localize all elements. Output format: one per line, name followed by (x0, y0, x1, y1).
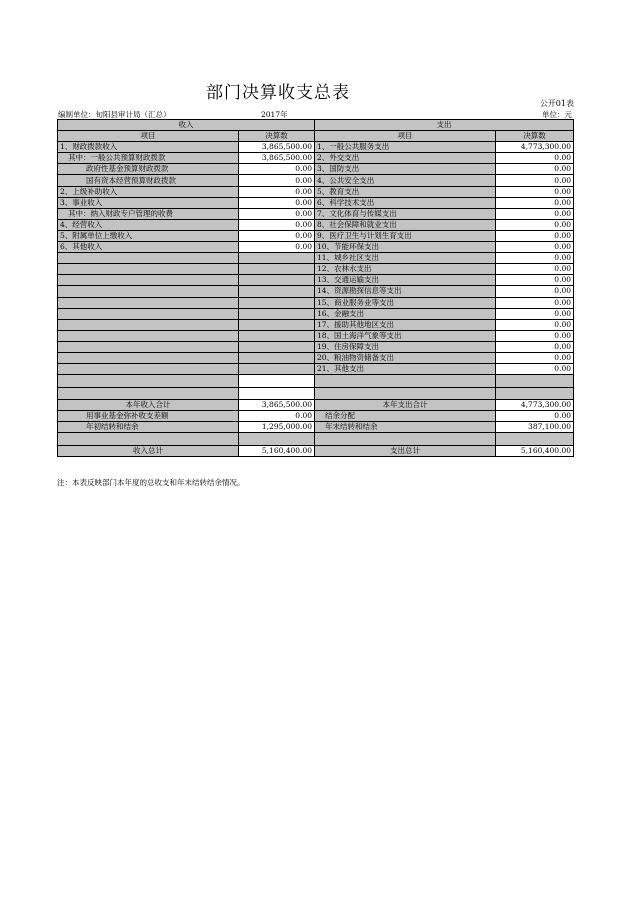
income-item-cell (58, 297, 239, 308)
surplus-distribution-value: 0.00 (496, 411, 574, 422)
income-amount-cell (239, 286, 315, 297)
grand-expense-label: 支出总计 (315, 445, 496, 456)
expense-amount-cell: 0.00 (496, 175, 574, 186)
expense-amount-cell: 0.00 (496, 364, 574, 375)
grand-income-label: 收入总计 (58, 445, 239, 456)
income-item-cell: 3、事业收入 (58, 197, 239, 208)
table-row (58, 242, 574, 253)
expense-item-cell: 4、公共安全支出 (315, 175, 496, 186)
income-amount-cell: 0.00 (239, 219, 315, 230)
expense-item-cell: 2、外交支出 (315, 153, 496, 164)
table-row (58, 153, 574, 164)
expense-item-cell: 19、住房保障支出 (315, 341, 496, 352)
income-item-cell: 2、上级补助收入 (58, 186, 239, 197)
currency-unit: 单位：元 (542, 110, 572, 119)
empty-cell (496, 375, 574, 388)
grand-expense-value: 5,160,400.00 (496, 445, 574, 456)
expense-item-header: 项目 (315, 131, 496, 142)
income-item-cell: 其中：一般公共预算财政拨款 (58, 153, 239, 164)
empty-cell (315, 433, 496, 446)
table-row (58, 330, 574, 341)
expense-item-cell: 20、粮油物资储备支出 (315, 352, 496, 363)
expense-item-cell: 11、城乡社区支出 (315, 253, 496, 264)
table-row (58, 175, 574, 186)
income-item-cell: 5、附属单位上缴收入 (58, 230, 239, 241)
meta-row (58, 109, 572, 119)
income-amount-cell: 3,865,500.00 (239, 153, 315, 164)
income-item-cell (58, 286, 239, 297)
grand-total-row (58, 445, 574, 456)
page-title: 部门决算收支总表 (206, 83, 350, 103)
income-amount-cell (239, 264, 315, 275)
expense-amount-cell: 0.00 (496, 297, 574, 308)
table-row (58, 275, 574, 286)
expense-amount-cell: 0.00 (496, 253, 574, 264)
expense-amount-cell: 0.00 (496, 286, 574, 297)
column-header-row (58, 131, 574, 142)
income-item-cell (58, 364, 239, 375)
income-item-cell (58, 341, 239, 352)
income-amount-cell (239, 330, 315, 341)
end-balance-value: 387,100.00 (496, 422, 574, 433)
expense-amount-cell: 0.00 (496, 308, 574, 319)
empty-cell (315, 375, 496, 388)
table-row (58, 319, 574, 330)
expense-item-cell: 10、节能环保支出 (315, 242, 496, 253)
income-item-cell: 国有资本经营预算财政拨款 (58, 175, 239, 186)
expense-amount-header: 决算数 (496, 131, 574, 142)
table-row (58, 164, 574, 175)
income-amount-cell (239, 297, 315, 308)
income-amount-cell (239, 275, 315, 286)
empty-cell (58, 387, 239, 400)
income-item-cell (58, 319, 239, 330)
expense-item-cell: 9、医疗卫生与计划生育支出 (315, 230, 496, 241)
empty-cell (239, 375, 315, 388)
expense-total-value: 4,773,300.00 (496, 400, 574, 411)
form-number: 公开01表 (539, 99, 574, 108)
expense-amount-cell: 0.00 (496, 330, 574, 341)
expense-item-cell: 17、援助其他地区支出 (315, 319, 496, 330)
income-item-cell (58, 352, 239, 363)
table-row (58, 197, 574, 208)
table-row (58, 364, 574, 375)
balance-row (58, 422, 574, 433)
begin-balance-value: 1,295,000.00 (239, 422, 315, 433)
expense-item-cell: 8、社会保障和就业支出 (315, 219, 496, 230)
expense-amount-cell: 0.00 (496, 275, 574, 286)
income-header: 收入 (58, 120, 315, 131)
income-amount-cell (239, 364, 315, 375)
empty-row (58, 433, 574, 446)
income-amount-cell (239, 352, 315, 363)
expense-item-cell: 3、国防支出 (315, 164, 496, 175)
expense-amount-cell: 0.00 (496, 352, 574, 363)
table-row (58, 186, 574, 197)
income-item-header: 项目 (58, 131, 239, 142)
expense-item-cell: 6、科学技术支出 (315, 197, 496, 208)
expense-item-cell: 7、文化体育与传媒支出 (315, 208, 496, 219)
expense-amount-cell: 0.00 (496, 153, 574, 164)
expense-header: 支出 (315, 120, 574, 131)
section-header-row (58, 120, 574, 131)
income-amount-cell (239, 341, 315, 352)
expense-amount-cell: 0.00 (496, 341, 574, 352)
empty-cell (315, 387, 496, 400)
report-year: 2017年 (261, 110, 288, 119)
table-row (58, 297, 574, 308)
expense-total-label: 本年支出合计 (315, 400, 496, 411)
empty-cell (239, 433, 315, 446)
income-amount-cell: 0.00 (239, 186, 315, 197)
table-row (58, 286, 574, 297)
empty-cell (496, 433, 574, 446)
table-row (58, 264, 574, 275)
income-total-value: 3,865,500.00 (239, 400, 315, 411)
footnote: 注：本表反映部门本年度的总收支和年末结转结余情况。 (57, 478, 245, 487)
empty-cell (239, 387, 315, 400)
table-row (58, 308, 574, 319)
income-amount-cell (239, 308, 315, 319)
surplus-distribution-label: 结余分配 (315, 411, 496, 422)
income-amount-cell: 0.00 (239, 164, 315, 175)
table-row (58, 208, 574, 219)
expense-item-cell: 1、一般公共服务支出 (315, 142, 496, 153)
expense-amount-cell: 0.00 (496, 319, 574, 330)
expense-amount-cell: 0.00 (496, 242, 574, 253)
begin-balance-label: 年初结转和结余 (58, 422, 239, 433)
expense-item-cell: 15、商业服务业等支出 (315, 297, 496, 308)
empty-cell (58, 433, 239, 446)
empty-row (58, 387, 574, 400)
income-amount-cell: 0.00 (239, 208, 315, 219)
income-item-cell: 其中：纳入财政专户管理的收费 (58, 208, 239, 219)
income-item-cell: 政府性基金预算财政拨款 (58, 164, 239, 175)
expense-amount-cell: 0.00 (496, 197, 574, 208)
annual-total-row (58, 400, 574, 411)
table-row (58, 219, 574, 230)
income-item-cell (58, 308, 239, 319)
expense-item-cell: 13、交通运输支出 (315, 275, 496, 286)
expense-item-cell: 16、金融支出 (315, 308, 496, 319)
income-item-cell (58, 264, 239, 275)
table-row (58, 230, 574, 241)
empty-row (58, 375, 574, 388)
income-item-cell: 1、财政拨款收入 (58, 142, 239, 153)
expense-amount-cell: 0.00 (496, 219, 574, 230)
table-row (58, 142, 574, 153)
expense-item-cell: 18、国土海洋气象等支出 (315, 330, 496, 341)
income-amount-cell: 0.00 (239, 230, 315, 241)
income-item-cell (58, 253, 239, 264)
expense-amount-cell: 0.00 (496, 186, 574, 197)
expense-amount-cell: 0.00 (496, 208, 574, 219)
income-amount-cell: 0.00 (239, 175, 315, 186)
expense-item-cell: 21、其他支出 (315, 364, 496, 375)
fund-gap-value: 0.00 (239, 411, 315, 422)
income-item-cell: 6、其他收入 (58, 242, 239, 253)
income-item-cell (58, 275, 239, 286)
table-row (58, 341, 574, 352)
income-total-label: 本年收入合计 (58, 400, 239, 411)
expense-amount-cell: 0.00 (496, 230, 574, 241)
fund-gap-row (58, 411, 574, 422)
expense-item-cell: 5、教育支出 (315, 186, 496, 197)
table-row (58, 352, 574, 363)
table-row (58, 253, 574, 264)
income-expense-table (57, 119, 574, 457)
income-amount-cell: 0.00 (239, 242, 315, 253)
income-amount-cell (239, 319, 315, 330)
end-balance-label: 年末结转和结余 (315, 422, 496, 433)
empty-cell (58, 375, 239, 388)
expense-amount-cell: 0.00 (496, 264, 574, 275)
fund-gap-label: 用事业基金弥补收支差额 (58, 411, 239, 422)
organization-label: 编制单位：旬阳县审计局（汇总） (58, 110, 171, 119)
expense-amount-cell: 0.00 (496, 164, 574, 175)
grand-income-value: 5,160,400.00 (239, 445, 315, 456)
income-amount-cell (239, 253, 315, 264)
income-amount-cell: 0.00 (239, 197, 315, 208)
expense-item-cell: 14、资源勘探信息等支出 (315, 286, 496, 297)
income-item-cell: 4、经营收入 (58, 219, 239, 230)
expense-amount-cell: 4,773,300.00 (496, 142, 574, 153)
income-amount-cell: 3,865,500.00 (239, 142, 315, 153)
income-item-cell (58, 330, 239, 341)
expense-item-cell: 12、农林水支出 (315, 264, 496, 275)
income-amount-header: 决算数 (239, 131, 315, 142)
empty-cell (496, 387, 574, 400)
